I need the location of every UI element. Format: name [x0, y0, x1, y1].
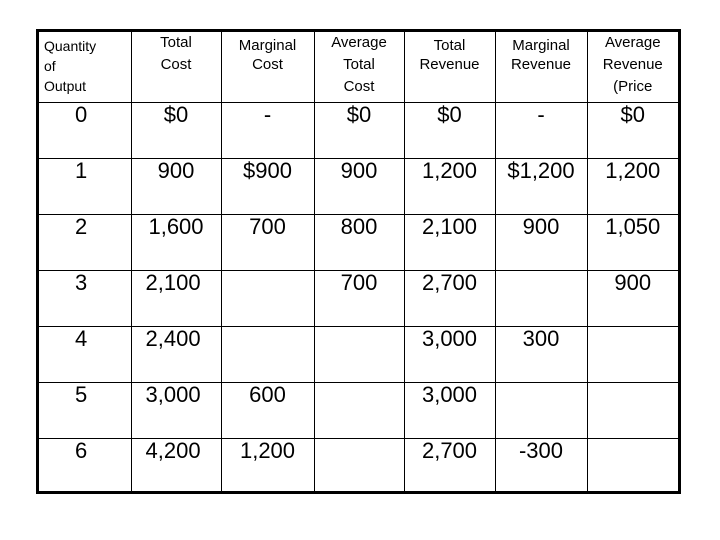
- quantity-cell: 1: [39, 158, 131, 214]
- average-total-cost-cell: [314, 438, 404, 494]
- marginal-cost-cell: $900: [221, 158, 314, 214]
- cost-revenue-table: [39, 32, 678, 494]
- header-total-cost: Total Cost: [131, 32, 221, 102]
- average-total-cost-cell: [314, 326, 404, 382]
- average-revenue-cell: 1,200: [587, 158, 678, 214]
- table-row: [39, 214, 678, 270]
- marginal-revenue-cell: -: [495, 102, 587, 158]
- average-total-cost-cell: 900: [314, 158, 404, 214]
- total-revenue-cell: 2,700: [404, 438, 495, 494]
- header-marginal-cost: Marginal Cost: [221, 32, 314, 102]
- total-cost-cell: 2,400: [131, 326, 221, 382]
- header-total-revenue: Total Revenue: [404, 32, 495, 102]
- marginal-revenue-cell: [495, 382, 587, 438]
- average-total-cost-cell: [314, 382, 404, 438]
- average-revenue-cell: 900: [587, 270, 678, 326]
- marginal-cost-cell: -: [221, 102, 314, 158]
- total-revenue-cell: 3,000: [404, 326, 495, 382]
- total-revenue-cell: 1,200: [404, 158, 495, 214]
- quantity-cell: 4: [39, 326, 131, 382]
- marginal-cost-cell: [221, 270, 314, 326]
- marginal-cost-cell: [221, 326, 314, 382]
- total-cost-cell: 4,200: [131, 438, 221, 494]
- marginal-revenue-cell: 900: [495, 214, 587, 270]
- marginal-cost-cell: 600: [221, 382, 314, 438]
- average-revenue-cell: $0: [587, 102, 678, 158]
- quantity-cell: 5: [39, 382, 131, 438]
- average-total-cost-cell: 700: [314, 270, 404, 326]
- total-cost-cell: 2,100: [131, 270, 221, 326]
- average-total-cost-cell: $0: [314, 102, 404, 158]
- marginal-revenue-cell: $1,200: [495, 158, 587, 214]
- average-revenue-cell: [587, 438, 678, 494]
- marginal-revenue-cell: [495, 270, 587, 326]
- marginal-cost-cell: 700: [221, 214, 314, 270]
- table-row: [39, 438, 678, 494]
- table-row: [39, 270, 678, 326]
- total-revenue-cell: 2,700: [404, 270, 495, 326]
- table-row: [39, 102, 678, 158]
- table-row: [39, 382, 678, 438]
- total-cost-cell: $0: [131, 102, 221, 158]
- quantity-cell: 6: [39, 438, 131, 494]
- total-cost-cell: 3,000: [131, 382, 221, 438]
- average-revenue-cell: 1,050: [587, 214, 678, 270]
- cost-revenue-table-frame: [36, 29, 681, 494]
- total-revenue-cell: 3,000: [404, 382, 495, 438]
- header-marginal-revenue: Marginal Revenue: [495, 32, 587, 102]
- table-row: [39, 158, 678, 214]
- header-average-revenue-price: Average Revenue (Price: [587, 32, 678, 102]
- header-average-total-cost: Average Total Cost: [314, 32, 404, 102]
- total-cost-cell: 900: [131, 158, 221, 214]
- marginal-revenue-cell: -300: [495, 438, 587, 494]
- header-quantity-of-output: Quantity of Output: [39, 32, 131, 102]
- total-cost-cell: 1,600: [131, 214, 221, 270]
- marginal-cost-cell: 1,200: [221, 438, 314, 494]
- average-revenue-cell: [587, 382, 678, 438]
- quantity-cell: 2: [39, 214, 131, 270]
- quantity-cell: 3: [39, 270, 131, 326]
- average-revenue-cell: [587, 326, 678, 382]
- marginal-revenue-cell: 300: [495, 326, 587, 382]
- header-row: [39, 32, 678, 102]
- quantity-cell: 0: [39, 102, 131, 158]
- average-total-cost-cell: 800: [314, 214, 404, 270]
- total-revenue-cell: $0: [404, 102, 495, 158]
- total-revenue-cell: 2,100: [404, 214, 495, 270]
- table-row: [39, 326, 678, 382]
